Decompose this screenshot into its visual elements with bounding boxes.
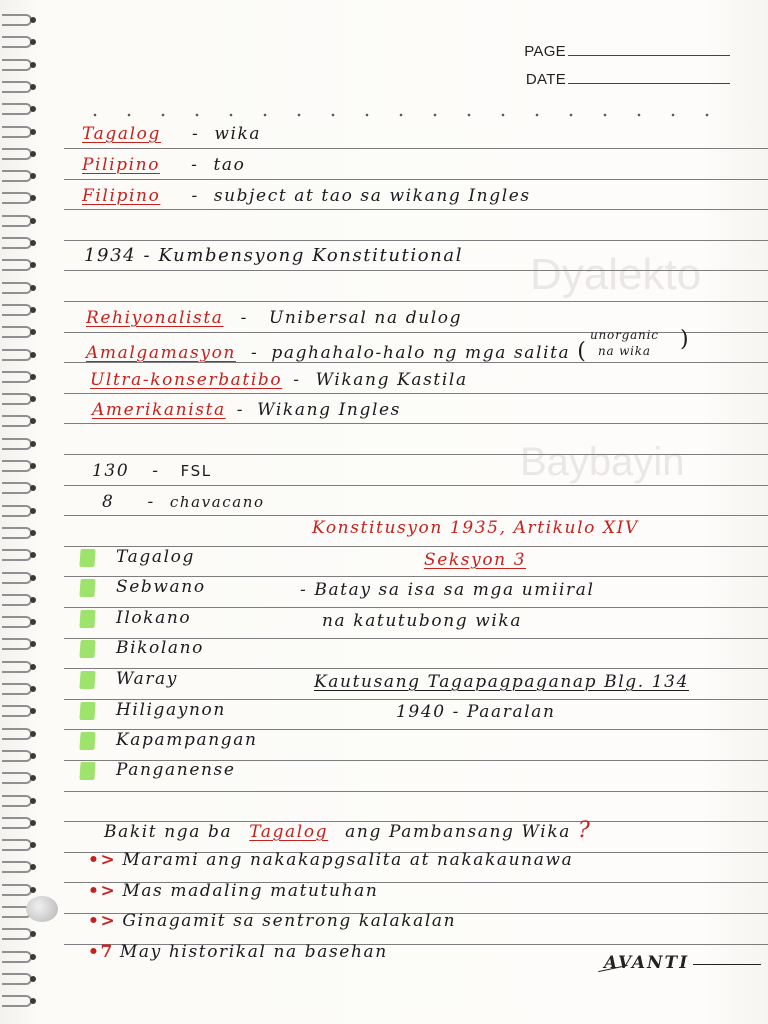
reason-text: Marami ang nakakapgsalita at nakakaunawa xyxy=(122,850,574,870)
ruled-line xyxy=(64,179,768,180)
language-item: Panganense xyxy=(116,760,236,780)
language-item: Bikolano xyxy=(116,638,205,658)
spiral-ring xyxy=(2,951,32,963)
spiral-hole xyxy=(30,418,36,424)
ruled-line xyxy=(64,209,768,210)
spiral-hole xyxy=(30,84,36,90)
open-paren: ( xyxy=(577,339,586,364)
reason-item xyxy=(88,942,388,962)
spiral-ring xyxy=(2,884,32,896)
green-bullet-box xyxy=(79,549,95,567)
spiral-ring xyxy=(2,616,32,628)
spiral-ring xyxy=(2,14,32,26)
note-unorganic: unorganic xyxy=(590,328,659,342)
spiral-ring xyxy=(2,59,32,71)
separator: - xyxy=(191,124,200,144)
kumbensyong-text: 1934 - Kumbensyong Konstitutional xyxy=(84,245,464,266)
reason-text: Ginagamit sa sentrong kalakalan xyxy=(122,911,457,931)
spiral-ring xyxy=(2,237,32,249)
spiral-ring xyxy=(2,839,32,851)
spiral-ring xyxy=(2,795,32,807)
spiral-ring xyxy=(2,36,32,48)
spiral-ring xyxy=(2,438,32,450)
spiral-ring xyxy=(2,415,32,427)
ruled-line xyxy=(64,301,768,302)
spiral-hole xyxy=(30,441,36,447)
spiral-hole xyxy=(30,686,36,692)
reason-item xyxy=(88,911,456,931)
line-ultra-konserbatibo xyxy=(90,370,468,390)
spiral-ring xyxy=(2,683,32,695)
konstitusyon-heading: Konstitusyon 1935, Artikulo XIV xyxy=(312,518,639,538)
spiral-ring xyxy=(2,995,32,1007)
spiral-ring xyxy=(2,192,32,204)
spiral-hole xyxy=(30,530,36,536)
spiral-hole xyxy=(30,374,36,380)
separator: - xyxy=(240,308,248,328)
spiral-hole xyxy=(30,329,36,335)
spiral-hole xyxy=(30,619,36,625)
spiral-hole xyxy=(30,775,36,781)
spiral-hole xyxy=(30,39,36,45)
reason-bullet: •> xyxy=(88,850,117,870)
language-item: Tagalog xyxy=(116,547,195,567)
spiral-ring xyxy=(2,527,32,539)
language-item: Waray xyxy=(116,669,178,689)
spiral-hole xyxy=(30,842,36,848)
spiral-ring xyxy=(2,705,32,717)
line-amerikanista xyxy=(92,400,401,420)
ruled-line xyxy=(64,393,768,394)
separator: - xyxy=(191,186,199,206)
spiral-ring xyxy=(2,103,32,115)
spiral-ring xyxy=(2,460,32,472)
term-rehiyonalista: Rehiyonalista xyxy=(86,308,224,328)
spiral-ring xyxy=(2,170,32,182)
question-mark: ? xyxy=(578,818,592,843)
language-item: Hiligaynon xyxy=(116,700,226,720)
kautusan-text: Kautusang Tagapagpaganap Blg. 134 xyxy=(314,672,690,692)
spiral-hole xyxy=(30,864,36,870)
green-bullet-box xyxy=(79,762,95,780)
spiral-ring xyxy=(2,81,32,93)
spiral-hole xyxy=(30,173,36,179)
spiral-ring xyxy=(2,505,32,517)
number-130: 130 xyxy=(92,461,130,481)
spiral-hole xyxy=(30,641,36,647)
spiral-hole xyxy=(30,307,36,313)
page-field xyxy=(524,43,730,60)
spiral-ring xyxy=(2,638,32,650)
definition: Wikang Ingles xyxy=(257,400,401,420)
definition: subject at tao sa wikang Ingles xyxy=(213,186,531,206)
term-filipino: Filipino xyxy=(82,186,161,206)
spiral-ring xyxy=(2,304,32,316)
spiral-hole xyxy=(30,151,36,157)
definition: tao xyxy=(213,155,246,175)
green-bullet-box xyxy=(79,732,95,750)
reason-bullet: •> xyxy=(88,911,117,931)
reason-bullet: •> xyxy=(88,881,117,901)
line-amalgamasyon xyxy=(86,339,586,364)
green-bullet-box xyxy=(79,671,95,689)
spiral-binding xyxy=(0,0,40,1024)
spiral-hole xyxy=(30,508,36,514)
definition: Wikang Kastila xyxy=(315,370,468,390)
note-na-wika: na wika xyxy=(598,344,651,358)
separator: - xyxy=(236,400,245,420)
ruled-line xyxy=(64,240,768,241)
green-bullet-box xyxy=(79,610,95,628)
spiral-ring xyxy=(2,326,32,338)
spiral-hole xyxy=(30,396,36,402)
spiral-hole xyxy=(30,552,36,558)
showthrough-text: Baybayin xyxy=(520,440,685,484)
brand-underline xyxy=(693,964,761,965)
term-tagalog: Tagalog xyxy=(82,124,161,144)
spiral-ring xyxy=(2,259,32,271)
spiral-ring xyxy=(2,282,32,294)
question-pre: Bakit nga ba xyxy=(104,822,233,842)
spiral-ring xyxy=(2,861,32,873)
line-rehiyonalista xyxy=(86,308,462,328)
term-amalgamasyon: Amalgamasyon xyxy=(86,343,236,363)
spiral-hole xyxy=(30,597,36,603)
close-paren: ) xyxy=(680,327,689,352)
batay-line-2: na katutubong wika xyxy=(322,611,523,631)
spiral-hole xyxy=(30,218,36,224)
dotted-margin-line xyxy=(78,113,728,117)
spiral-ring xyxy=(2,349,32,361)
language-item: Ilokano xyxy=(116,608,192,628)
spiral-hole xyxy=(30,887,36,893)
spiral-hole xyxy=(30,820,36,826)
spiral-ring xyxy=(2,148,32,160)
ruled-line xyxy=(64,332,768,333)
page-line xyxy=(568,54,730,56)
ruled-line xyxy=(64,515,768,516)
ruled-line xyxy=(64,485,768,486)
spiral-hole xyxy=(30,708,36,714)
spiral-ring xyxy=(2,393,32,405)
question-tagalog: Tagalog xyxy=(249,822,329,842)
ruled-line xyxy=(64,423,768,424)
spiral-hole xyxy=(30,262,36,268)
spiral-hole xyxy=(30,976,36,982)
ruled-line xyxy=(64,148,768,149)
spiral-hole xyxy=(30,17,36,23)
question-line xyxy=(104,818,591,843)
line-8 xyxy=(102,492,265,512)
language-item: Kapampangan xyxy=(116,730,258,750)
spiral-ring xyxy=(2,928,32,940)
spiral-hole xyxy=(30,129,36,135)
date-line xyxy=(568,82,730,84)
fsl-text: FSL xyxy=(180,462,212,480)
line-pilipino xyxy=(82,155,245,175)
reason-text: Mas madaling matutuhan xyxy=(122,881,379,901)
definition: paghahalo-halo ng mga salita xyxy=(271,343,571,363)
reason-bullet: •7 xyxy=(88,942,114,962)
spiral-hole xyxy=(30,240,36,246)
spiral-hole xyxy=(30,998,36,1004)
spiral-ring xyxy=(2,215,32,227)
ruled-line xyxy=(64,791,768,792)
brand-logo: AVANTI xyxy=(604,953,690,973)
spiral-ring xyxy=(2,371,32,383)
spiral-hole xyxy=(30,285,36,291)
definition: Unibersal na dulog xyxy=(268,308,463,328)
year-1940-text: 1940 - Paaralan xyxy=(396,702,556,722)
line-130 xyxy=(92,461,212,481)
definition: wika xyxy=(214,124,262,144)
spiral-ring xyxy=(2,126,32,138)
reason-item xyxy=(88,850,573,870)
chavacano-text: chavacano xyxy=(169,493,265,511)
term-ultra-konserbatibo: Ultra-konserbatibo xyxy=(90,370,283,390)
showthrough-text: Dyalekto xyxy=(530,250,702,299)
spiral-hole xyxy=(30,195,36,201)
spiral-hole xyxy=(30,485,36,491)
spiral-hole xyxy=(30,753,36,759)
spiral-ring xyxy=(2,661,32,673)
reason-text: May historikal na basehan xyxy=(119,942,388,962)
separator: - xyxy=(147,492,155,512)
term-pilipino: Pilipino xyxy=(82,155,161,175)
date-label: DATE xyxy=(525,71,566,88)
date-field xyxy=(526,71,730,88)
green-bullet-box xyxy=(79,640,95,658)
line-1934 xyxy=(84,245,463,266)
reason-item xyxy=(88,881,378,901)
spiral-hole xyxy=(30,931,36,937)
spiral-hole xyxy=(30,731,36,737)
spiral-ring xyxy=(2,594,32,606)
spiral-ring xyxy=(2,549,32,561)
green-bullet-box xyxy=(79,702,95,720)
separator: - xyxy=(250,343,259,363)
language-item: Sebwano xyxy=(116,577,206,597)
line-tagalog xyxy=(82,124,261,144)
separator: - xyxy=(293,370,301,390)
spiral-hole xyxy=(30,798,36,804)
spiral-hole xyxy=(30,62,36,68)
spiral-hole xyxy=(30,664,36,670)
separator: - xyxy=(191,155,199,175)
question-post: ang Pambansang Wika xyxy=(345,822,571,842)
spiral-ring xyxy=(2,750,32,762)
term-amerikanista: Amerikanista xyxy=(92,400,226,420)
spiral-hole xyxy=(30,575,36,581)
seksyon-label: Seksyon 3 xyxy=(424,550,527,570)
spiral-ring xyxy=(2,817,32,829)
spiral-hole xyxy=(30,352,36,358)
decorative-gem xyxy=(26,896,58,922)
spiral-ring xyxy=(2,572,32,584)
spiral-hole xyxy=(30,463,36,469)
spiral-ring xyxy=(2,728,32,740)
spiral-ring xyxy=(2,482,32,494)
number-8: 8 xyxy=(102,492,115,512)
spiral-hole xyxy=(30,106,36,112)
separator: - xyxy=(152,461,160,481)
page-label: PAGE xyxy=(524,43,566,60)
batay-line-1: - Batay sa isa sa mga umiiral xyxy=(300,580,595,600)
spiral-ring xyxy=(2,973,32,985)
spiral-hole xyxy=(30,954,36,960)
green-bullet-box xyxy=(79,579,95,597)
spiral-ring xyxy=(2,772,32,784)
line-filipino xyxy=(82,186,531,206)
